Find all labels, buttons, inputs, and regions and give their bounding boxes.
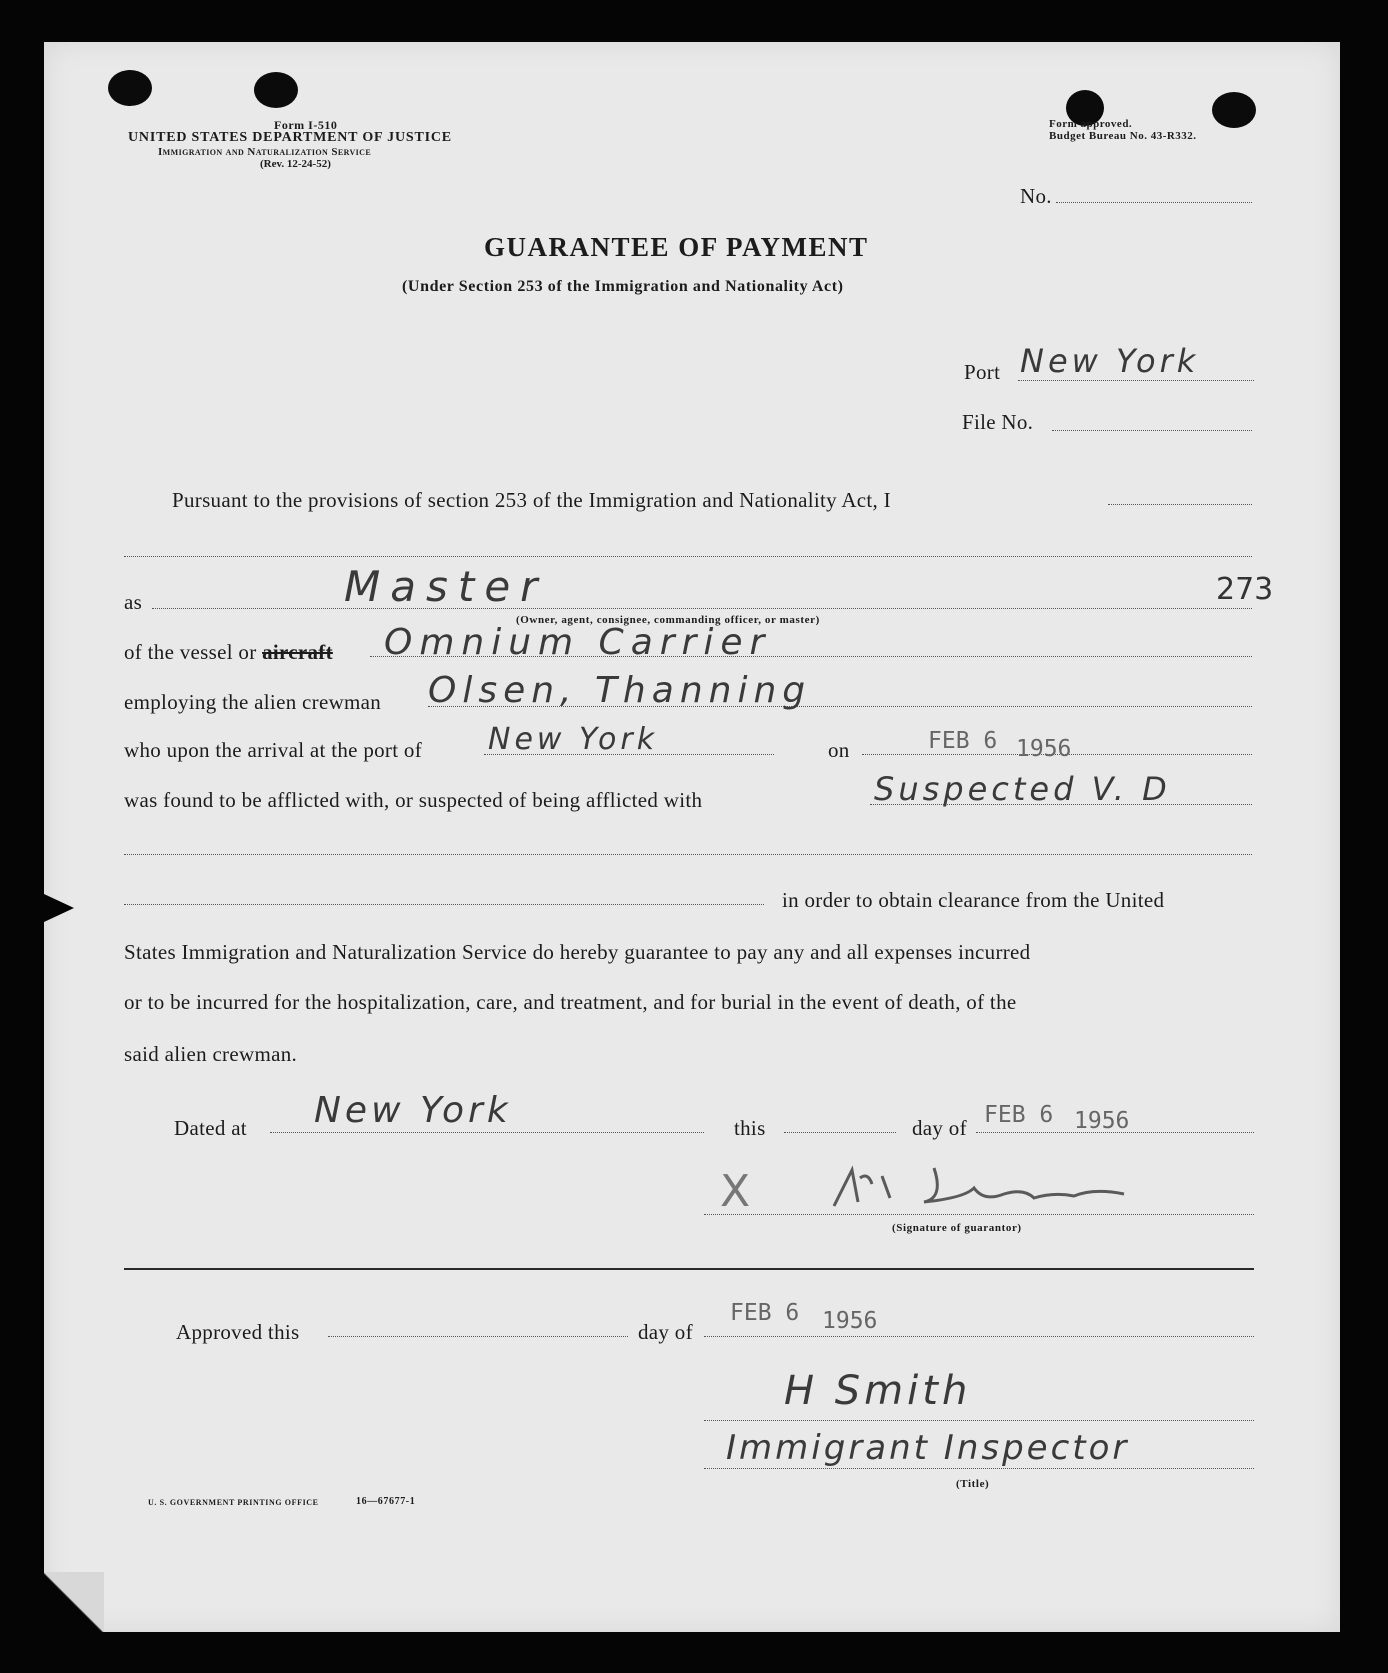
punch-hole bbox=[108, 70, 152, 106]
form-page bbox=[44, 42, 1340, 1632]
no-label: No. bbox=[1020, 184, 1052, 208]
form-code: 16—67677-1 bbox=[356, 1496, 416, 1507]
crewman-label: employing the alien crewman bbox=[124, 690, 382, 714]
arrival-on-label: on bbox=[828, 738, 850, 762]
guarantor-caption: (Signature of guarantor) bbox=[892, 1222, 1022, 1234]
pursuant-text: Pursuant to the provisions of section 253 of the Immigration and Nationality Act, I bbox=[172, 488, 891, 512]
clearance-text: in order to obtain clearance from the United bbox=[782, 888, 1165, 912]
punch-hole bbox=[1212, 92, 1256, 128]
aircraft-struck: aircraft bbox=[262, 640, 333, 664]
file-no-label: File No. bbox=[962, 410, 1034, 434]
afflicted-line-2 bbox=[124, 854, 1252, 855]
as-label: as bbox=[124, 590, 143, 614]
form-number: Form I-510 bbox=[274, 118, 338, 132]
dated-place-line bbox=[270, 1132, 704, 1133]
form-approved: Form approved. bbox=[1049, 118, 1133, 130]
page-number: 273 bbox=[1216, 572, 1274, 607]
dated-label: Dated at bbox=[174, 1116, 247, 1140]
dated-day-line bbox=[784, 1132, 896, 1133]
arrival-port-value: New York bbox=[488, 722, 659, 757]
guarantee-text-2: States Immigration and Naturalization Service do hereby guarantee to pay any and all expenses incurred bbox=[124, 940, 1031, 964]
paper-notch bbox=[44, 894, 74, 922]
port-label: Port bbox=[964, 360, 1001, 384]
guarantor-name-line bbox=[124, 556, 1252, 557]
file-no-line bbox=[1052, 430, 1252, 431]
guarantee-text-3: or to be incurred for the hospitalization, care, and treatment, and for burial in the event of death, of the bbox=[124, 990, 1017, 1014]
vessel-label: of the vessel or bbox=[124, 640, 257, 664]
budget-bureau-number: Budget Bureau No. 43-R332. bbox=[1049, 130, 1197, 142]
approved-date-stamp: FEB 6 bbox=[730, 1300, 800, 1326]
dated-day-of-label: day of bbox=[912, 1116, 967, 1140]
department-name: UNITED STATES DEPARTMENT OF JUSTICE bbox=[128, 130, 452, 145]
dated-year-stamp: 1956 bbox=[1074, 1108, 1130, 1134]
approved-day-of-label: day of bbox=[638, 1320, 693, 1344]
dated-place-value: New York bbox=[314, 1090, 512, 1131]
as-value: Master bbox=[344, 562, 548, 611]
inspector-signature-line bbox=[704, 1420, 1254, 1421]
crewman-value: Olsen, Thanning bbox=[428, 670, 812, 711]
revision-date: (Rev. 12-24-52) bbox=[260, 158, 331, 170]
form-title: GUARANTEE OF PAYMENT bbox=[484, 232, 869, 262]
arrival-year-stamp: 1956 bbox=[1016, 736, 1072, 762]
approved-day-line bbox=[328, 1336, 628, 1337]
form-subtitle: (Under Section 253 of the Immigration and Nationality Act) bbox=[402, 278, 844, 295]
afflicted-label: was found to be afflicted with, or suspected of being afflicted with bbox=[124, 788, 703, 812]
service-name: Immigration and Naturalization Service bbox=[158, 146, 372, 158]
inspector-title-value: Immigrant Inspector bbox=[726, 1428, 1130, 1468]
vessel-value: Omnium Carrier bbox=[384, 622, 772, 663]
as-line bbox=[152, 608, 1252, 609]
dated-date-stamp: FEB 6 bbox=[984, 1102, 1054, 1128]
approved-year-stamp: 1956 bbox=[822, 1308, 878, 1334]
afflicted-line-3 bbox=[124, 904, 764, 905]
pursuant-line bbox=[1108, 504, 1252, 505]
inspector-title-line bbox=[704, 1468, 1254, 1469]
section-divider bbox=[124, 1268, 1254, 1270]
printer-name: U. S. GOVERNMENT PRINTING OFFICE bbox=[148, 1498, 319, 1507]
guarantee-text-4: said alien crewman. bbox=[124, 1042, 298, 1066]
approved-month-line bbox=[704, 1336, 1254, 1337]
approved-label: Approved this bbox=[176, 1320, 300, 1344]
punch-hole bbox=[254, 72, 298, 108]
arrival-date-stamp: FEB 6 bbox=[928, 728, 998, 754]
guarantor-signature bbox=[824, 1158, 1144, 1218]
folded-corner bbox=[44, 1572, 104, 1632]
port-value: New York bbox=[1020, 342, 1200, 380]
no-line bbox=[1056, 202, 1252, 203]
dated-this-label: this bbox=[734, 1116, 766, 1140]
afflicted-value: Suspected V. D bbox=[874, 770, 1171, 808]
port-line bbox=[1018, 380, 1254, 381]
arrival-label: who upon the arrival at the port of bbox=[124, 738, 422, 762]
as-caption: (Owner, agent, consignee, commanding officer, or master) bbox=[516, 614, 820, 626]
inspector-title-caption: (Title) bbox=[956, 1478, 990, 1490]
inspector-signature: H Smith bbox=[784, 1368, 972, 1414]
guarantor-signature-mark: X bbox=[720, 1166, 755, 1217]
